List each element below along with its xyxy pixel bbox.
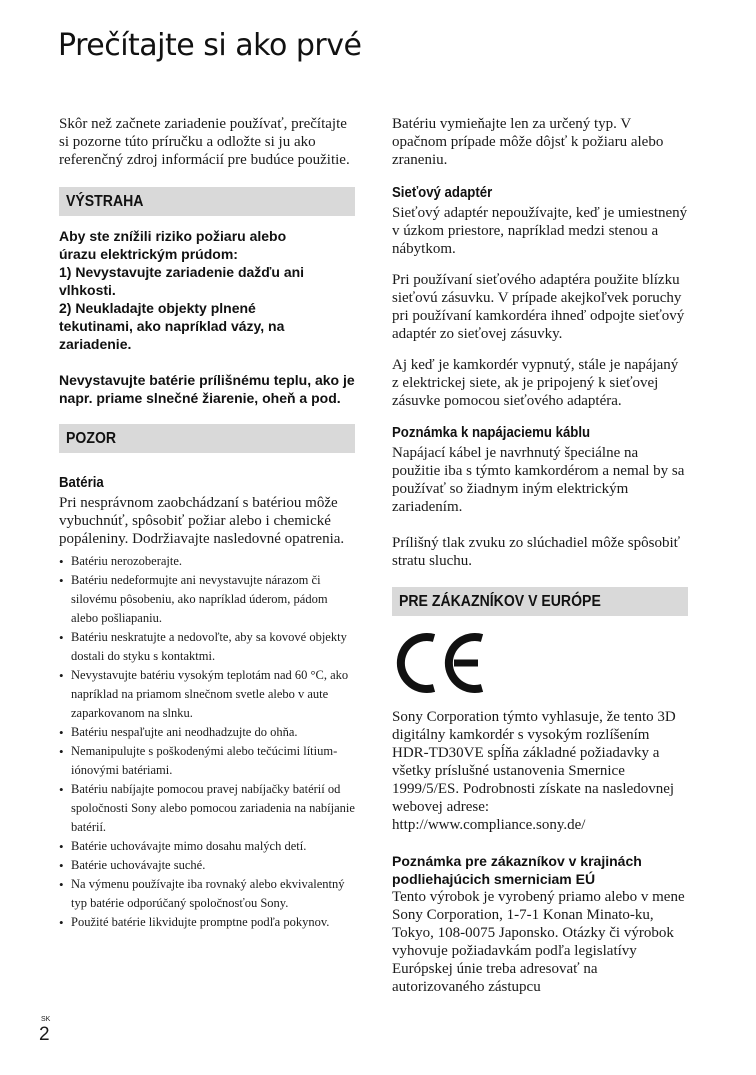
warning-heading: VÝSTRAHA [66,192,144,210]
warning-line: 1) Nevystavujte zariadenie dažďu ani [59,264,305,280]
right-column [392,115,688,996]
eu-note-heading: Poznámka pre zákazníkov v krajinách podliehajúcich smerniciam EÚ [392,853,642,887]
europe-heading-bar [392,587,688,616]
adapter-heading: Sieťový adaptér [392,184,493,201]
warning-block [59,227,355,353]
list-item: • Nemanipulujte s poškodenými alebo tečúcimi lítium-iónovými batériami. [59,742,355,780]
europe-heading: PRE ZÁKAZNÍKOV V EURÓPE [399,592,601,610]
warning-line: 2) Neukladajte objekty plnené [59,300,256,316]
warning-heat: Nevystavujte batérie prílišnému teplu, ako je napr. priame slnečné žiarenie, oheň a pod. [59,372,355,406]
list-item: • Batérie uchovávajte suché. [59,856,355,875]
battery-heading: Batéria [59,474,104,491]
adapter-paragraph-3: Aj keď je kamkordér vypnutý, stále je napájaný z elektrickej siete, ak je pripojený k sieťovej zásuvke pomocou sieťového adaptéra. [392,357,679,409]
page-title: Prečítajte si ako prvé [58,28,362,63]
sound-warning-text: Prílišný tlak zvuku zo slúchadiel môže spôsobiť stratu sluchu. [392,535,681,569]
battery-text: Pri nesprávnom zaobchádzaní s batériou môže vybuchnúť, spôsobiť požiar alebo i chemické popáleniny. Dodržiavajte nasledovné opatrenia. [59,495,345,547]
list-item: • Nevystavujte batériu vysokým teplotám nad 60 °C, ako napríklad na priamom slnečnom svetle alebo v aute zaparkovanom na slnku. [59,666,355,723]
list-item: • Batériu nedeformujte ani nevystavujte nárazom či silovému pôsobeniu, ako napríklad úderom, pádom alebo pošliapaniu. [59,571,355,628]
adapter-paragraph-2: Pri používaní sieťového adaptéra použite blízku sieťovú zásuvku. V prípade akejkoľvek poruchy pri používaní kamkordéra ihneď odpojte sieťový adaptér zo sieťovej zásuvky. [392,272,685,342]
list-item: • Použité batérie likvidujte promptne podľa pokynov. [59,913,355,932]
list-item: • Batériu nespaľujte ani neodhadzujte do ohňa. [59,723,355,742]
list-item: • Batériu neskratujte a nedovoľte, aby sa kovové objekty dostali do styku s kontaktmi. [59,628,355,666]
intro-paragraph: Skôr než začnete zariadenie používať, prečítajte si pozorne túto príručku a odložte si ju ako referenčný zdroj informácií pre budúce použitie. [59,116,350,168]
list-item: • Batériu nabíjajte pomocou pravej nabíjačky batérií od spoločnosti Sony alebo pomocou zariadenia na nabíjanie batérií. [59,780,355,837]
adapter-paragraph-1: Sieťový adaptér nepoužívajte, keď je umiestnený v úzkom priestore, napríklad medzi stenou a nábytkom. [392,205,688,257]
warning-line: Aby ste znížili riziko požiaru alebo [59,228,287,244]
warning-heading-bar [59,187,355,216]
list-item: • Batérie uchovávajte mimo dosahu malých detí. [59,837,355,856]
ce-mark-icon [392,630,488,696]
cable-heading: Poznámka k napájaciemu káblu [392,424,591,441]
list-item: • Na výmenu používajte iba rovnaký alebo ekvivalentný typ batérie odporúčaný spoločnosťou Sony. [59,875,355,913]
language-code: SK [41,1016,51,1023]
compliance-url: http://www.compliance.sony.de/ [392,817,586,833]
warning-line: tekutinami, ako napríklad vázy, na [59,318,285,334]
page-number: 2 [39,1024,50,1045]
warning-line: vlhkosti. [59,282,116,298]
warning-line: úrazu elektrickým prúdom: [59,246,238,262]
battery-replace-text: Batériu vymieňajte len za určený typ. V opačnom prípade môže dôjsť k požiaru alebo zraneniu. [392,116,664,168]
declaration-text: Sony Corporation týmto vyhlasuje, že tento 3D digitálny kamkordér s vysokým rozlíšením HDR-TD30VE spĺňa základné požiadavky a všetky príslušné ustanovenia Smernice 1999/5/ES. Podrobnosti získate na nasledovnej webovej adrese: [392,709,676,815]
warning-line: zariadenie. [59,336,132,352]
caution-heading-bar [59,424,355,453]
left-column [59,115,355,932]
eu-note-text: Tento výrobok je vyrobený priamo alebo v mene Sony Corporation, 1-7-1 Konan Minato-ku, Tokyo, 108-0075 Japonsko. Otázky či výrobok vyhovuje požiadavkám podľa legislatívy Európskej únie treba adresovať na autorizovaného zástupcu [392,889,685,995]
battery-bullet-list [59,552,355,932]
list-item: • Batériu nerozoberajte. [59,552,355,571]
cable-text: Napájací kábel je navrhnutý špeciálne na použitie iba s týmto kamkordérom a nemal by sa používať so žiadnym iným elektrickým zariadením. [392,445,685,515]
caution-heading: POZOR [66,429,117,447]
